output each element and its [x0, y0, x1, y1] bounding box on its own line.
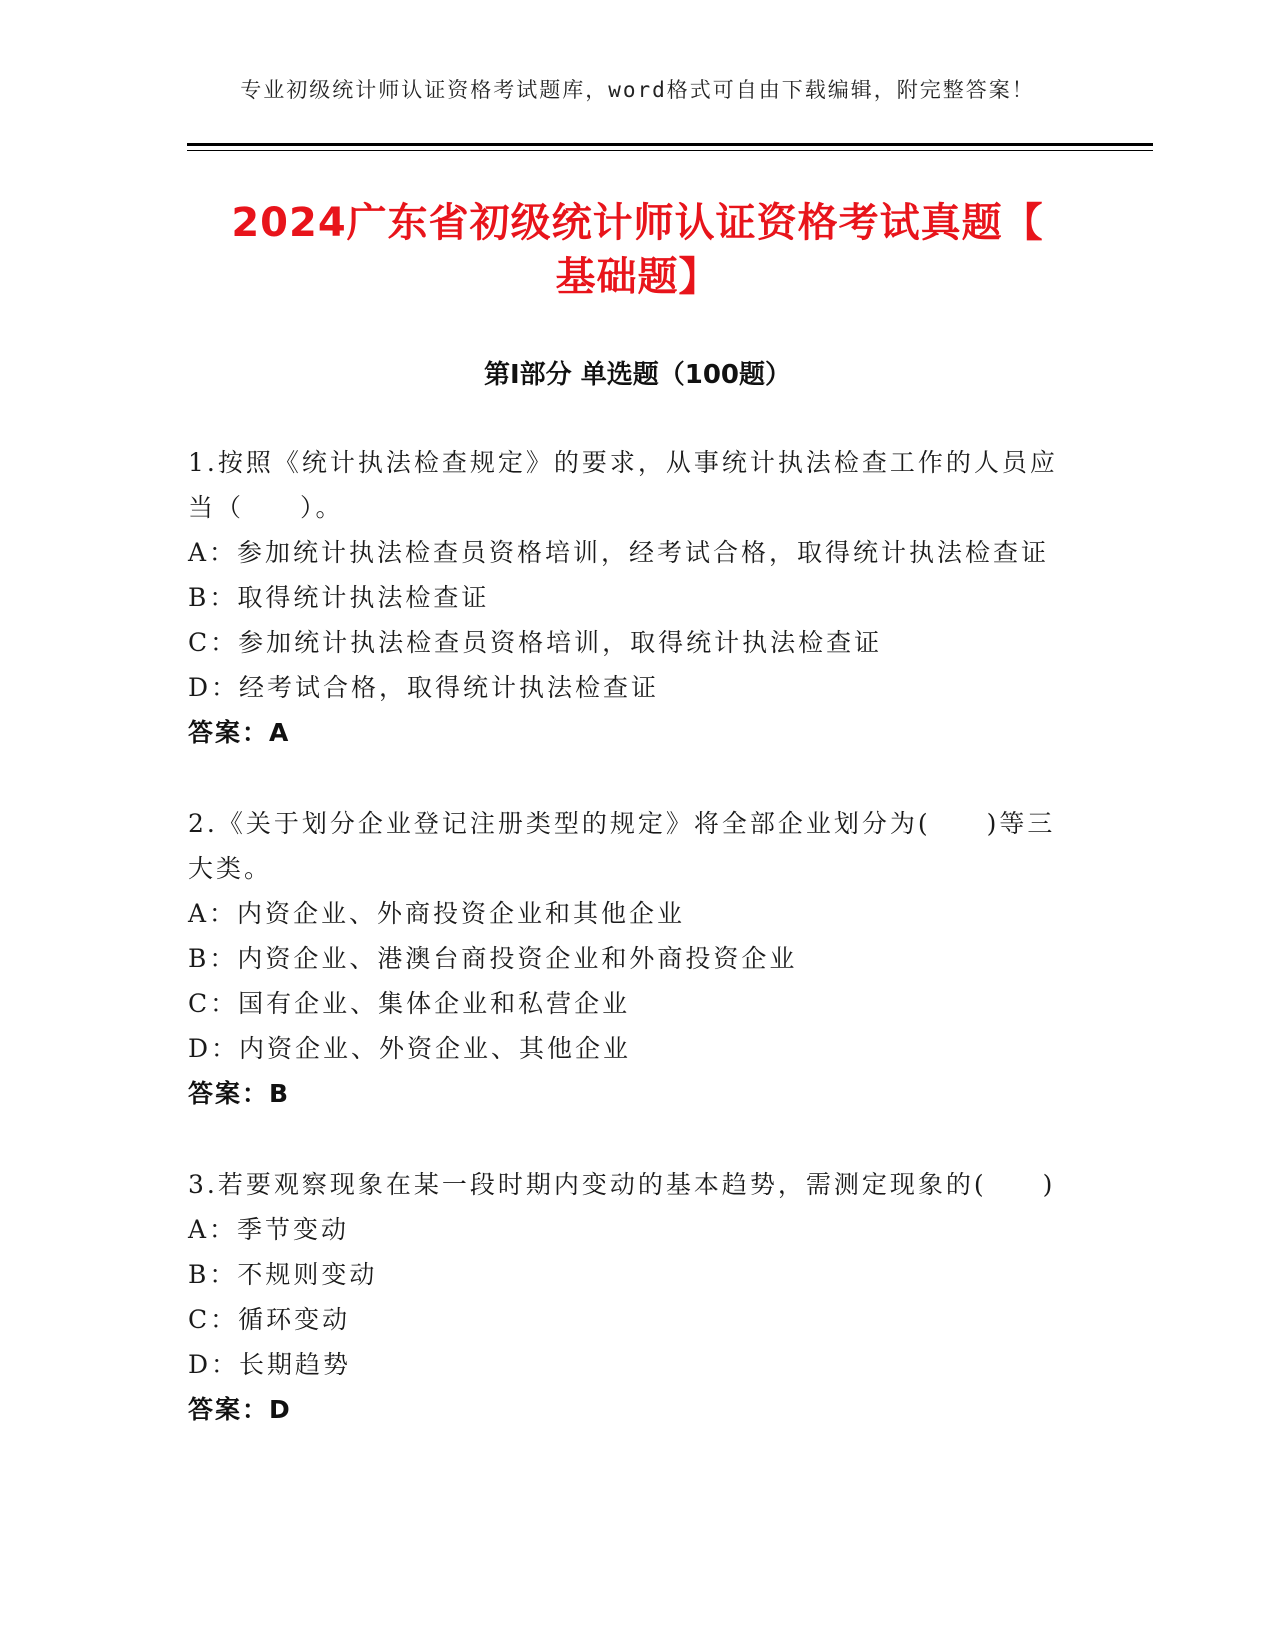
document-title [120, 196, 1155, 304]
option-b: B：内资企业、港澳台商投资企业和外商投资企业 [188, 944, 798, 973]
option-c: C：参加统计执法检查员资格培训，取得统计执法检查证 [188, 628, 883, 657]
option-d: D：经考试合格，取得统计执法检查证 [188, 673, 660, 702]
option-b: B：取得统计执法检查证 [188, 583, 490, 612]
header-rule-thin [187, 150, 1153, 151]
option-a: A：内资企业、外商投资企业和其他企业 [188, 899, 686, 928]
question-1 [188, 440, 1068, 755]
option-c: C：循环变动 [188, 1305, 351, 1334]
option-a: A：季节变动 [188, 1215, 350, 1244]
answer: 答案：D [188, 1395, 292, 1424]
answer: 答案：B [188, 1079, 291, 1108]
option-d: D：长期趋势 [188, 1350, 352, 1379]
question-list [188, 440, 1068, 1478]
answer: 答案：A [188, 718, 291, 747]
question-3 [188, 1162, 1068, 1432]
option-a: A：参加统计执法检查员资格培训，经考试合格，取得统计执法检查证 [188, 538, 1050, 567]
section-heading: 第Ⅰ部分 单选题（100题） [484, 360, 791, 390]
document-title-line-2: 基础题】 [555, 254, 720, 300]
question-stem: 2.《关于划分企业登记注册类型的规定》将全部企业划分为( )等三大类。 [188, 809, 1056, 883]
question-stem: 3.若要观察现象在某一段时期内变动的基本趋势，需测定现象的( ) [188, 1170, 1056, 1199]
header-note: 专业初级统计师认证资格考试题库，word格式可自由下载编辑，附完整答案！ [240, 78, 1035, 102]
option-b: B：不规则变动 [188, 1260, 378, 1289]
question-2 [188, 801, 1068, 1116]
option-c: C：国有企业、集体企业和私营企业 [188, 989, 631, 1018]
question-stem: 1.按照《统计执法检查规定》的要求，从事统计执法检查工作的人员应当（ ）。 [188, 448, 1058, 522]
header-rule-thick [187, 143, 1153, 146]
document-title-line-1: 2024广东省初级统计师认证资格考试真题【 [231, 200, 1044, 246]
option-d: D：内资企业、外资企业、其他企业 [188, 1034, 632, 1063]
